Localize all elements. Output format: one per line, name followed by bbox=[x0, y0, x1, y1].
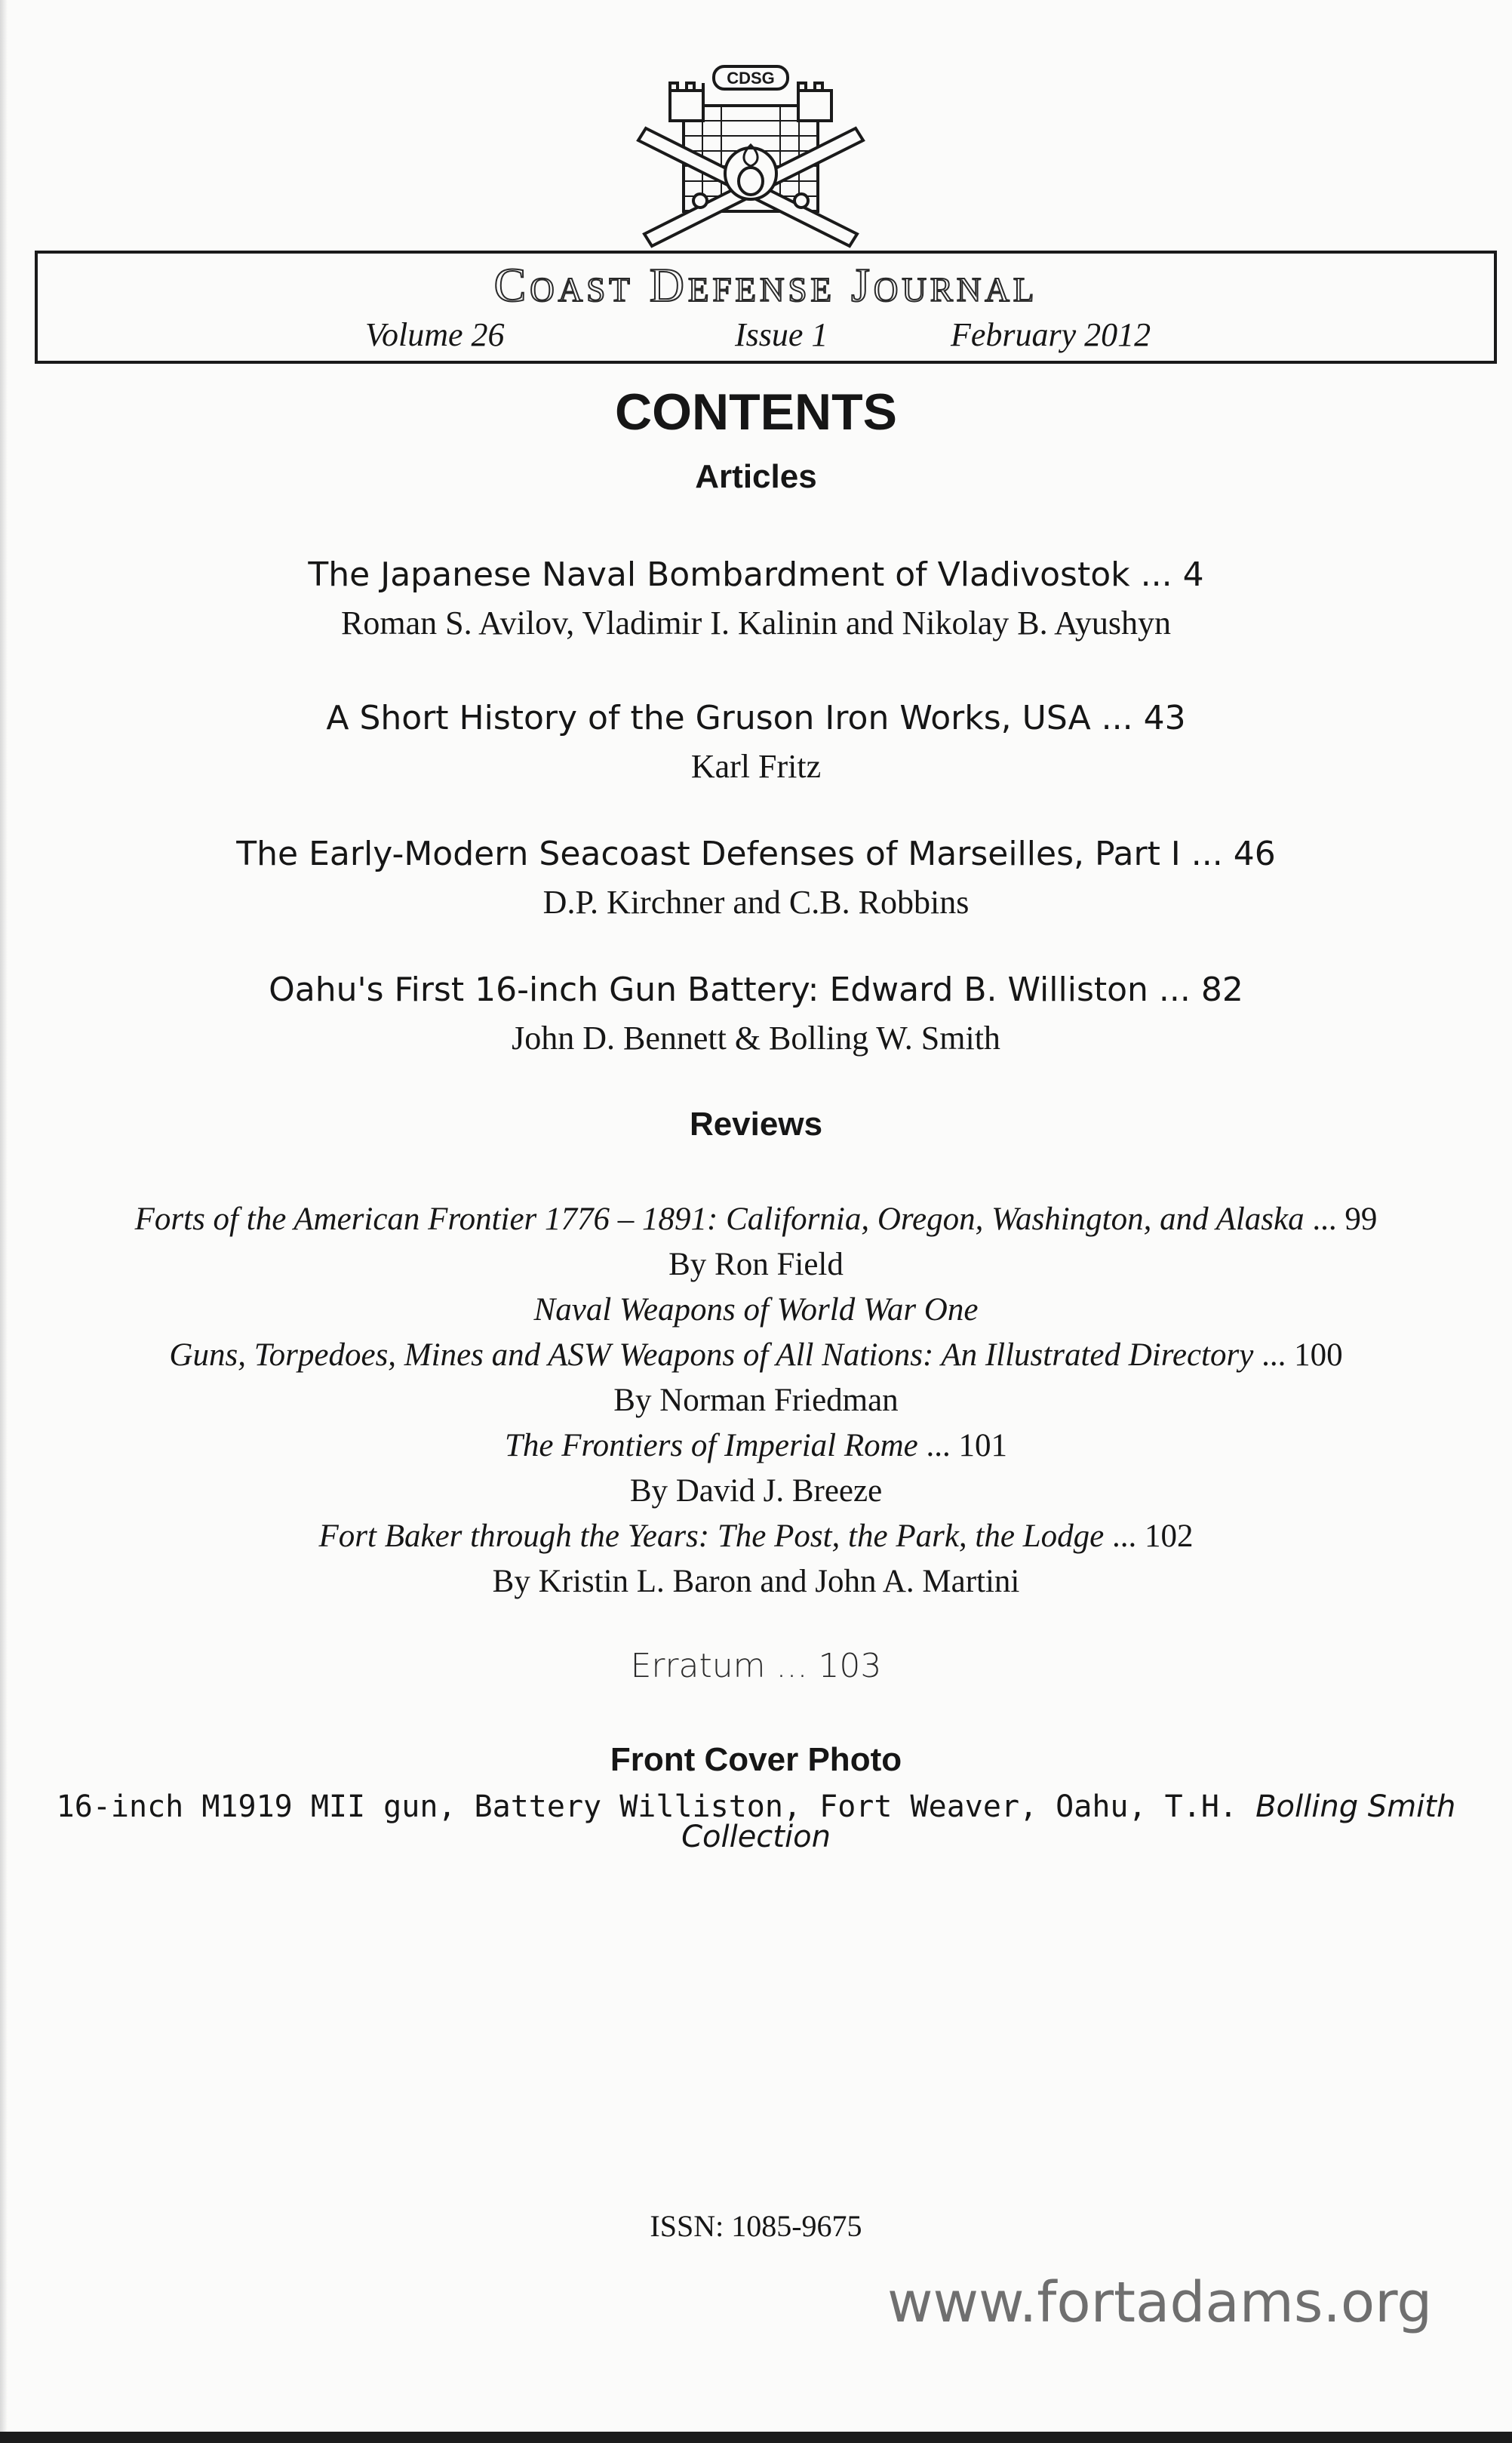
review-author: By Norman Friedman bbox=[613, 1383, 899, 1418]
cover-caption-text: 16-inch M1919 MII gun, Battery Williston, Fort Weaver, Oahu, T.H. bbox=[56, 1789, 1256, 1824]
review-entry bbox=[0, 1520, 1512, 1552]
review-author: By Ron Field bbox=[668, 1247, 844, 1282]
journal-title: Coast Defense Journal bbox=[493, 258, 1038, 312]
cover-photo-caption bbox=[0, 1789, 1512, 1854]
scan-bottom-edge bbox=[0, 2432, 1512, 2443]
review-entry bbox=[0, 1339, 1512, 1371]
erratum-entry: Erratum ... 103 bbox=[630, 1647, 882, 1685]
article-authors: Roman S. Avilov, Vladimir I. Kalinin and Nikolay B. Ayushyn bbox=[341, 605, 1171, 642]
cover-photo-heading: Front Cover Photo bbox=[610, 1741, 902, 1778]
article-title: Oahu's First 16-inch Gun Battery: Edward B. Williston ... 82 bbox=[269, 971, 1243, 1009]
review-page: ... 102 bbox=[1104, 1518, 1194, 1554]
article-authors: D.P. Kirchner and C.B. Robbins bbox=[542, 884, 970, 921]
cover-photo-credit: Bolling Smith Collection bbox=[681, 1789, 1456, 1854]
review-page: ... 100 bbox=[1253, 1337, 1343, 1373]
contents-heading: CONTENTS bbox=[615, 383, 897, 441]
issue-number: Issue 1 bbox=[735, 316, 828, 353]
reviews-heading: Reviews bbox=[689, 1106, 823, 1143]
review-title: The Frontiers of Imperial Rome bbox=[504, 1428, 918, 1463]
issn-number: ISSN: 1085-9675 bbox=[650, 2209, 862, 2243]
article-authors: Karl Fritz bbox=[690, 748, 822, 785]
review-page: ... 99 bbox=[1304, 1202, 1378, 1237]
review-title: Naval Weapons of World War One bbox=[533, 1292, 979, 1328]
review-author: By Kristin L. Baron and John A. Martini bbox=[492, 1564, 1020, 1599]
article-authors: John D. Bennett & Bolling W. Smith bbox=[512, 1020, 1000, 1057]
articles-heading: Articles bbox=[695, 458, 817, 495]
review-title: Fort Baker through the Years: The Post, the Park, the Lodge bbox=[318, 1518, 1105, 1554]
website-watermark: www.fortadams.org bbox=[887, 2270, 1433, 2335]
article-title: The Japanese Naval Bombardment of Vladivostok ... 4 bbox=[308, 555, 1204, 594]
volume-number: Volume 26 bbox=[365, 316, 505, 353]
review-author: By David J. Breeze bbox=[629, 1473, 883, 1509]
review-title: Guns, Torpedoes, Mines and ASW Weapons of All Nations: An Illustrated Directory bbox=[169, 1337, 1254, 1373]
review-page: ... 101 bbox=[917, 1428, 1008, 1463]
cdsg-badge-text: CDSG bbox=[727, 69, 775, 88]
article-title: The Early-Modern Seacoast Defenses of Marseilles, Part I ... 46 bbox=[236, 835, 1276, 873]
journal-masthead bbox=[35, 251, 1497, 364]
review-entry bbox=[0, 1203, 1512, 1235]
review-title: Forts of the American Frontier 1776 – 1891: California, Oregon, Washington, and Alaska bbox=[134, 1202, 1305, 1237]
cdsg-castle-emblem bbox=[631, 60, 871, 249]
review-entry bbox=[0, 1429, 1512, 1462]
article-title: A Short History of the Gruson Iron Works, USA ... 43 bbox=[326, 699, 1186, 737]
issue-date: February 2012 bbox=[951, 316, 1151, 353]
